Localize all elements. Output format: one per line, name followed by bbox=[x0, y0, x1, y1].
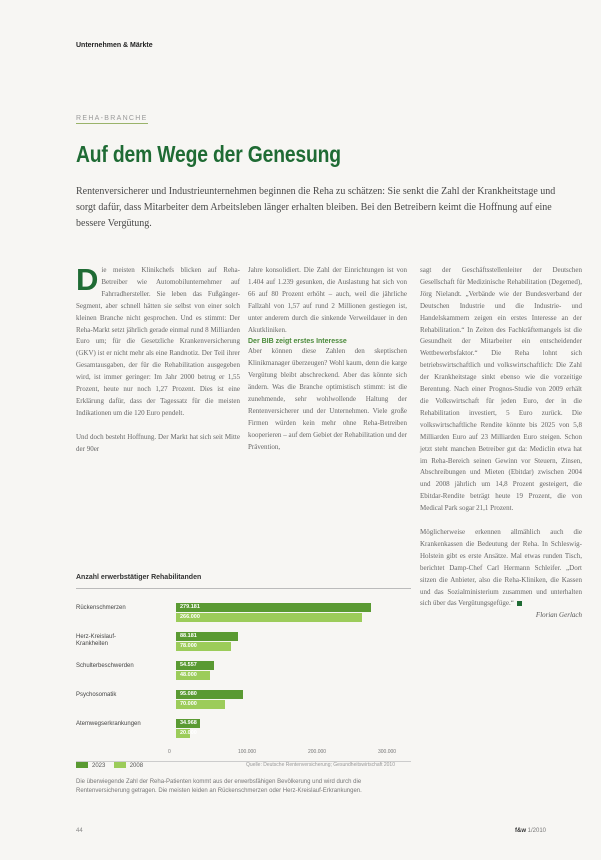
x-tick-label: 200.000 bbox=[308, 749, 327, 755]
bar-2008 bbox=[176, 642, 231, 651]
x-tick-label: 100.000 bbox=[238, 749, 257, 755]
bar-value-label: 20.000 bbox=[180, 730, 197, 736]
paragraph bbox=[420, 527, 582, 610]
chart-legend bbox=[76, 762, 143, 769]
article-title: Auf dem Wege der Genesung bbox=[76, 141, 341, 167]
bar-value-label: 48.000 bbox=[180, 672, 197, 678]
column-2 bbox=[248, 265, 407, 454]
chart-caption: Die überwiegende Zahl der Reha-Patienten kommt aus der erwerbsfähigen Bevölkerung und wird durch die Rentenversicherung getragen. Die meisten leiden an Rückenschmerzen oder Herz-Kreislauf-Erkrankungen. bbox=[76, 779, 362, 794]
issue-label: 1/2010 bbox=[527, 828, 547, 834]
category-label: Schulterbeschwerden bbox=[76, 663, 134, 669]
category-label: Atemwegserkrankungen bbox=[76, 721, 141, 727]
bar-value-label: 95.080 bbox=[180, 691, 197, 697]
bar-2008 bbox=[176, 700, 225, 709]
bar-value-label: 88.181 bbox=[180, 633, 197, 639]
bar-2023 bbox=[176, 632, 238, 641]
legend-label: 2008 bbox=[129, 762, 144, 769]
x-tick-label: 0 bbox=[168, 749, 171, 755]
bar-2023 bbox=[176, 690, 243, 699]
category-label: Herz-Kreislauf-Krankheiten bbox=[76, 634, 117, 647]
bar-value-label: 70.000 bbox=[180, 701, 197, 707]
author-signature: Florian Gerlach bbox=[535, 611, 582, 620]
paragraph: Aber können diese Zahlen den skeptischen Klinikmanager überzeugen? Wohl kaum, denn die karge Vergütung bleibt abschreckend. Aber das könnte sich ändern. Was die Branche optimistisch stimmt: ist die zunehmende, sehr wohlwollende Haltung der Rentenversicherer und der Unternehmen. Viele große Firmen würden kein mehr ohne Reha-Betreiben kooperieren – auf dem Gebiet der Rehabilitation und der Prävention, bbox=[248, 347, 407, 451]
paragraph-text: ie meisten Klinikchefs blicken auf Reha-Betreiber wie Automobilunternehmer auf Fahrradhersteller. Sie leben das Fußgänger-Segment, aber schnell hätten sie selbst von einer solch kleinen Branche nicht gesprochen. Und es stimmt: Der Reha-Markt setzt jährlich gerade einmal rund 8 Milliarden Euro um; für die Gesetzliche Krankenversicherung (GKV) ist er nicht mehr als eine Randnotiz. Der Teil ihrer Gesamtausgaben, der für die Rehabilitation ausgegeben wird, ist immer geringer: Im Jahr 2000 betrug er 1,55 Prozent, heute nur noch 1,27 Prozent. Dies ist eine Erklärung dafür, dass der Tagessatz für die meisten Indikationen um die 120 Euro pendelt. bbox=[76, 266, 240, 417]
kicker: REHA-BRANCHE bbox=[76, 115, 148, 122]
bar-2008 bbox=[176, 729, 197, 738]
bar-chart bbox=[76, 588, 411, 762]
paragraph bbox=[76, 262, 240, 420]
paragraph: sagt der Geschäftsstellenleiter der Deutschen Gesellschaft für Medizinische Rehabilitation (Degemed), Jörg Nielandt. „Verbände wie der Bundesverband der Deutschen Industrie und die Industrie- und Handelskammern zeigen ein erstes Interesse an der Rehabilitation.“ In Zeiten des Fachkräftemangels ist die Gesundheit der Mitarbeiter ein entscheidender Wettbewerbsfaktor.“ Die Reha lohnt sich betriebswirtschaftlich und volkswirtschaftlich: Die Zahl der Krankheitstage sinkt ebenso wie die vorzeitige Berentung. Nach einer Prognos-Studie von 2009 erhält die Volkswirtschaft für jeden Euro, der in die Rehabilitation investiert, 5 Euro zurück. Die volkswirtschaftliche Rendite könnte bis 2025 von 5,8 Milliarden Euro auf 23 Milliarden Euro steigen. Schon jetzt steht manchen Betreiber gut da: Mediclin etwa hat im Reha-Bereich seinen Gewinn vor Steuern, Zinsen, Abschreibungen und Mieten (Ebitdar) zwischen 2004 und 2008 jährlich um 14,8 Prozent gesteigert, die Ebitdar-Rendite beträgt heute 19 Prozent, die von Medical Park sogar 21,1 Prozent. bbox=[420, 266, 582, 513]
section-label: Unternehmen & Märkte bbox=[76, 42, 153, 49]
bar-2008 bbox=[176, 613, 362, 622]
paragraph: Und doch besteht Hoffnung. Der Markt hat sich seit Mitte der 90er bbox=[76, 432, 240, 453]
paragraph-text: Möglicherweise erkennen allmählich auch die Krankenkassen die Bedeutung der Reha. In Schleswig-Holstein gibt es erste Ansätze. Mal etwas runden Tisch, berichtet Damp-Chef Carl Hermann Schleifer. „Dort sitzen die Anbieter, also die Reha-Kliniken, die Kassen und das Sozialministerium zusammen und unterhalten sich über das Vergütungsgefüge.“ bbox=[420, 528, 582, 608]
legend-swatch bbox=[76, 762, 88, 768]
legend-item-2023 bbox=[76, 763, 105, 769]
bar-2023 bbox=[176, 719, 200, 728]
drop-cap: D bbox=[76, 262, 99, 297]
page-number: 44 bbox=[76, 828, 83, 834]
legend-swatch bbox=[114, 762, 126, 768]
bar-value-label: 279.181 bbox=[180, 604, 200, 610]
category-label: Rückenschmerzen bbox=[76, 605, 126, 611]
bar-value-label: 78.000 bbox=[180, 643, 197, 649]
bar-value-label: 34.968 bbox=[180, 720, 197, 726]
category-label: Psychosomatik bbox=[76, 692, 117, 698]
legend-item-2008 bbox=[114, 763, 143, 769]
chart-source: Quelle: Deutsche Rentenversicherung; Gesundheitswirtschaft 2010 bbox=[246, 762, 395, 768]
legend-label: 2023 bbox=[92, 762, 106, 769]
chart-title: Anzahl erwerbstätiger Rehabilitanden bbox=[76, 574, 202, 581]
subheading: Der BIB zeigt erstes Interesse bbox=[248, 338, 347, 346]
end-mark-icon bbox=[517, 601, 522, 606]
bar-2023 bbox=[176, 603, 371, 612]
magazine-footer bbox=[515, 828, 546, 834]
column-1 bbox=[76, 262, 240, 456]
bar-2023 bbox=[176, 661, 214, 670]
bar-2008 bbox=[176, 671, 210, 680]
magazine-name: f&w bbox=[515, 828, 526, 834]
bar-value-label: 266.000 bbox=[180, 614, 200, 620]
x-tick-label: 300.000 bbox=[378, 749, 397, 755]
paragraph: Jahre konsolidiert. Die Zahl der Einrichtungen ist von 1.404 auf 1.239 gesunken, die Auslastung hat sich von 66 auf 80 Prozent erhöht – auch, weil die jährliche Fallzahl von 1,57 auf rund 2 Millionen gestiegen ist, unter anderem durch die sinkende Verweildauer in den Akutkliniken. bbox=[248, 266, 407, 334]
bar-value-label: 54.557 bbox=[180, 662, 197, 668]
article-lead: Rentenversicherer und Industrieunternehmen beginnen die Reha zu schätzen: Sie senkt die Zahl der Krankheitstage und sorgt dafür, dass Mitarbeiter dem Arbeitsleben länger erhalten bleiben. Bei den Betreibern keimt die Hoffnung auf eine bessere Vergütung. bbox=[76, 186, 556, 229]
column-3 bbox=[420, 265, 582, 622]
